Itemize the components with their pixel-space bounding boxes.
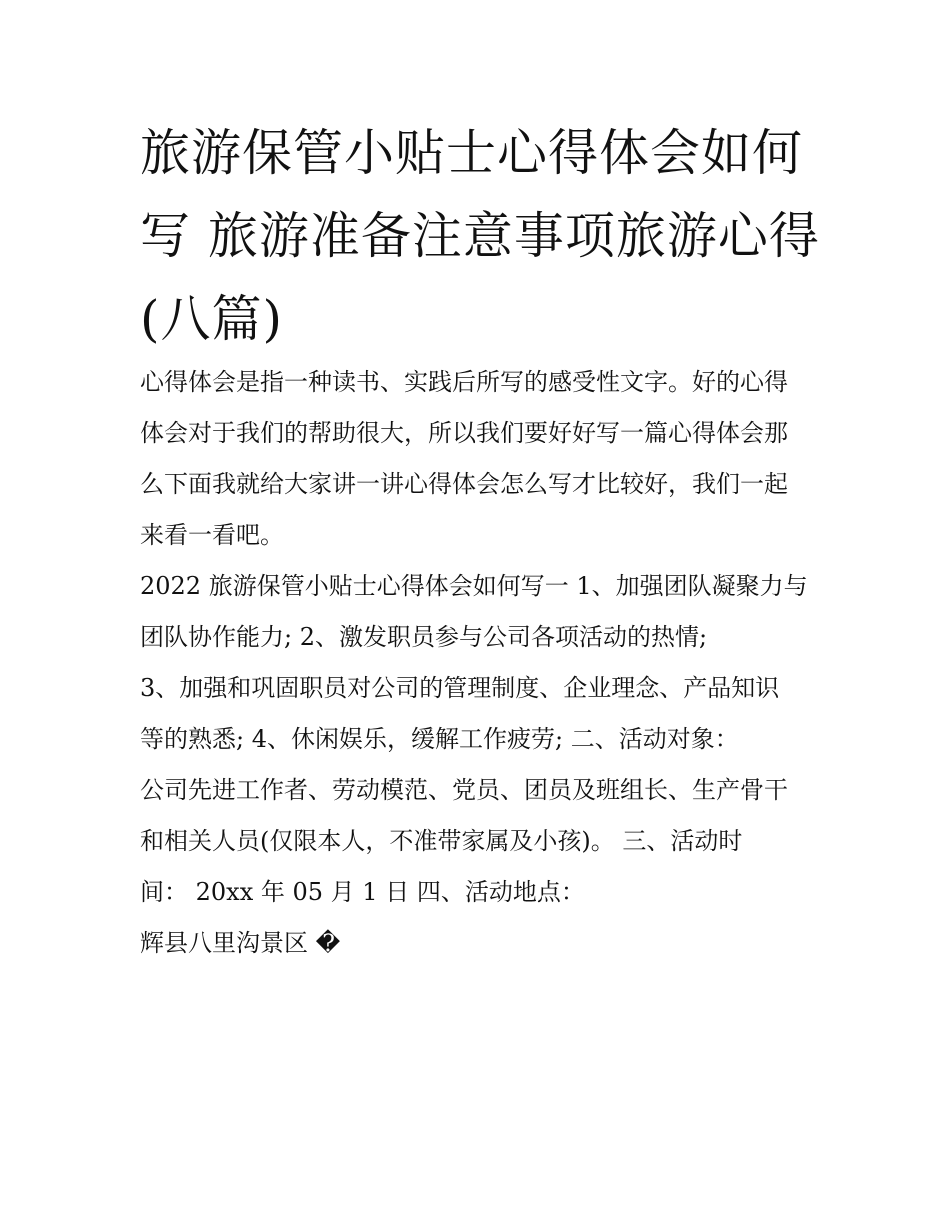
text-line: 2022 旅游保管小贴士心得体会如何写一 1、加强团队凝聚力与 <box>140 572 808 600</box>
text-line: 和相关人员(仅限本人，不准带家属及小孩)。 三、活动时 <box>140 827 743 855</box>
location-paragraph <box>140 918 820 969</box>
goals-paragraph-2 <box>140 663 820 765</box>
text-line: 体会对于我们的帮助很大，所以我们要好好写一篇心得体会那 <box>140 419 788 447</box>
goals-paragraph-1 <box>140 561 820 663</box>
text-line: 3、加强和巩固职员对公司的管理制度、企业理念、产品知识 <box>140 674 780 702</box>
text-line: 团队协作能力; 2、激发职员参与公司各项活动的热情; <box>140 623 708 651</box>
text-line: 等的熟悉; 4、休闲娱乐，缓解工作疲劳; 二、活动对象： <box>140 725 739 753</box>
title-line: 旅游保管小贴士心得体会如何 <box>140 124 803 182</box>
text-line: 间： 20xx 年 05 月 1 日 四、活动地点： <box>140 878 585 906</box>
title-line: 写 旅游准备注意事项旅游心得 <box>140 207 820 265</box>
intro-paragraph <box>140 357 820 561</box>
text-line: 辉县八里沟景区 � <box>140 929 341 957</box>
participants-paragraph <box>140 765 820 918</box>
text-line: 心得体会是指一种读书、实践后所写的感受性文字。好的心得 <box>140 368 788 396</box>
document-body <box>140 357 820 969</box>
text-line: 公司先进工作者、劳动模范、党员、团员及班组长、生产骨干 <box>140 776 788 804</box>
text-line: 来看一看吧。 <box>140 521 284 549</box>
title-line: (八篇) <box>140 290 284 348</box>
text-line: 么下面我就给大家讲一讲心得体会怎么写才比较好，我们一起 <box>140 470 788 498</box>
document-title <box>140 112 820 361</box>
